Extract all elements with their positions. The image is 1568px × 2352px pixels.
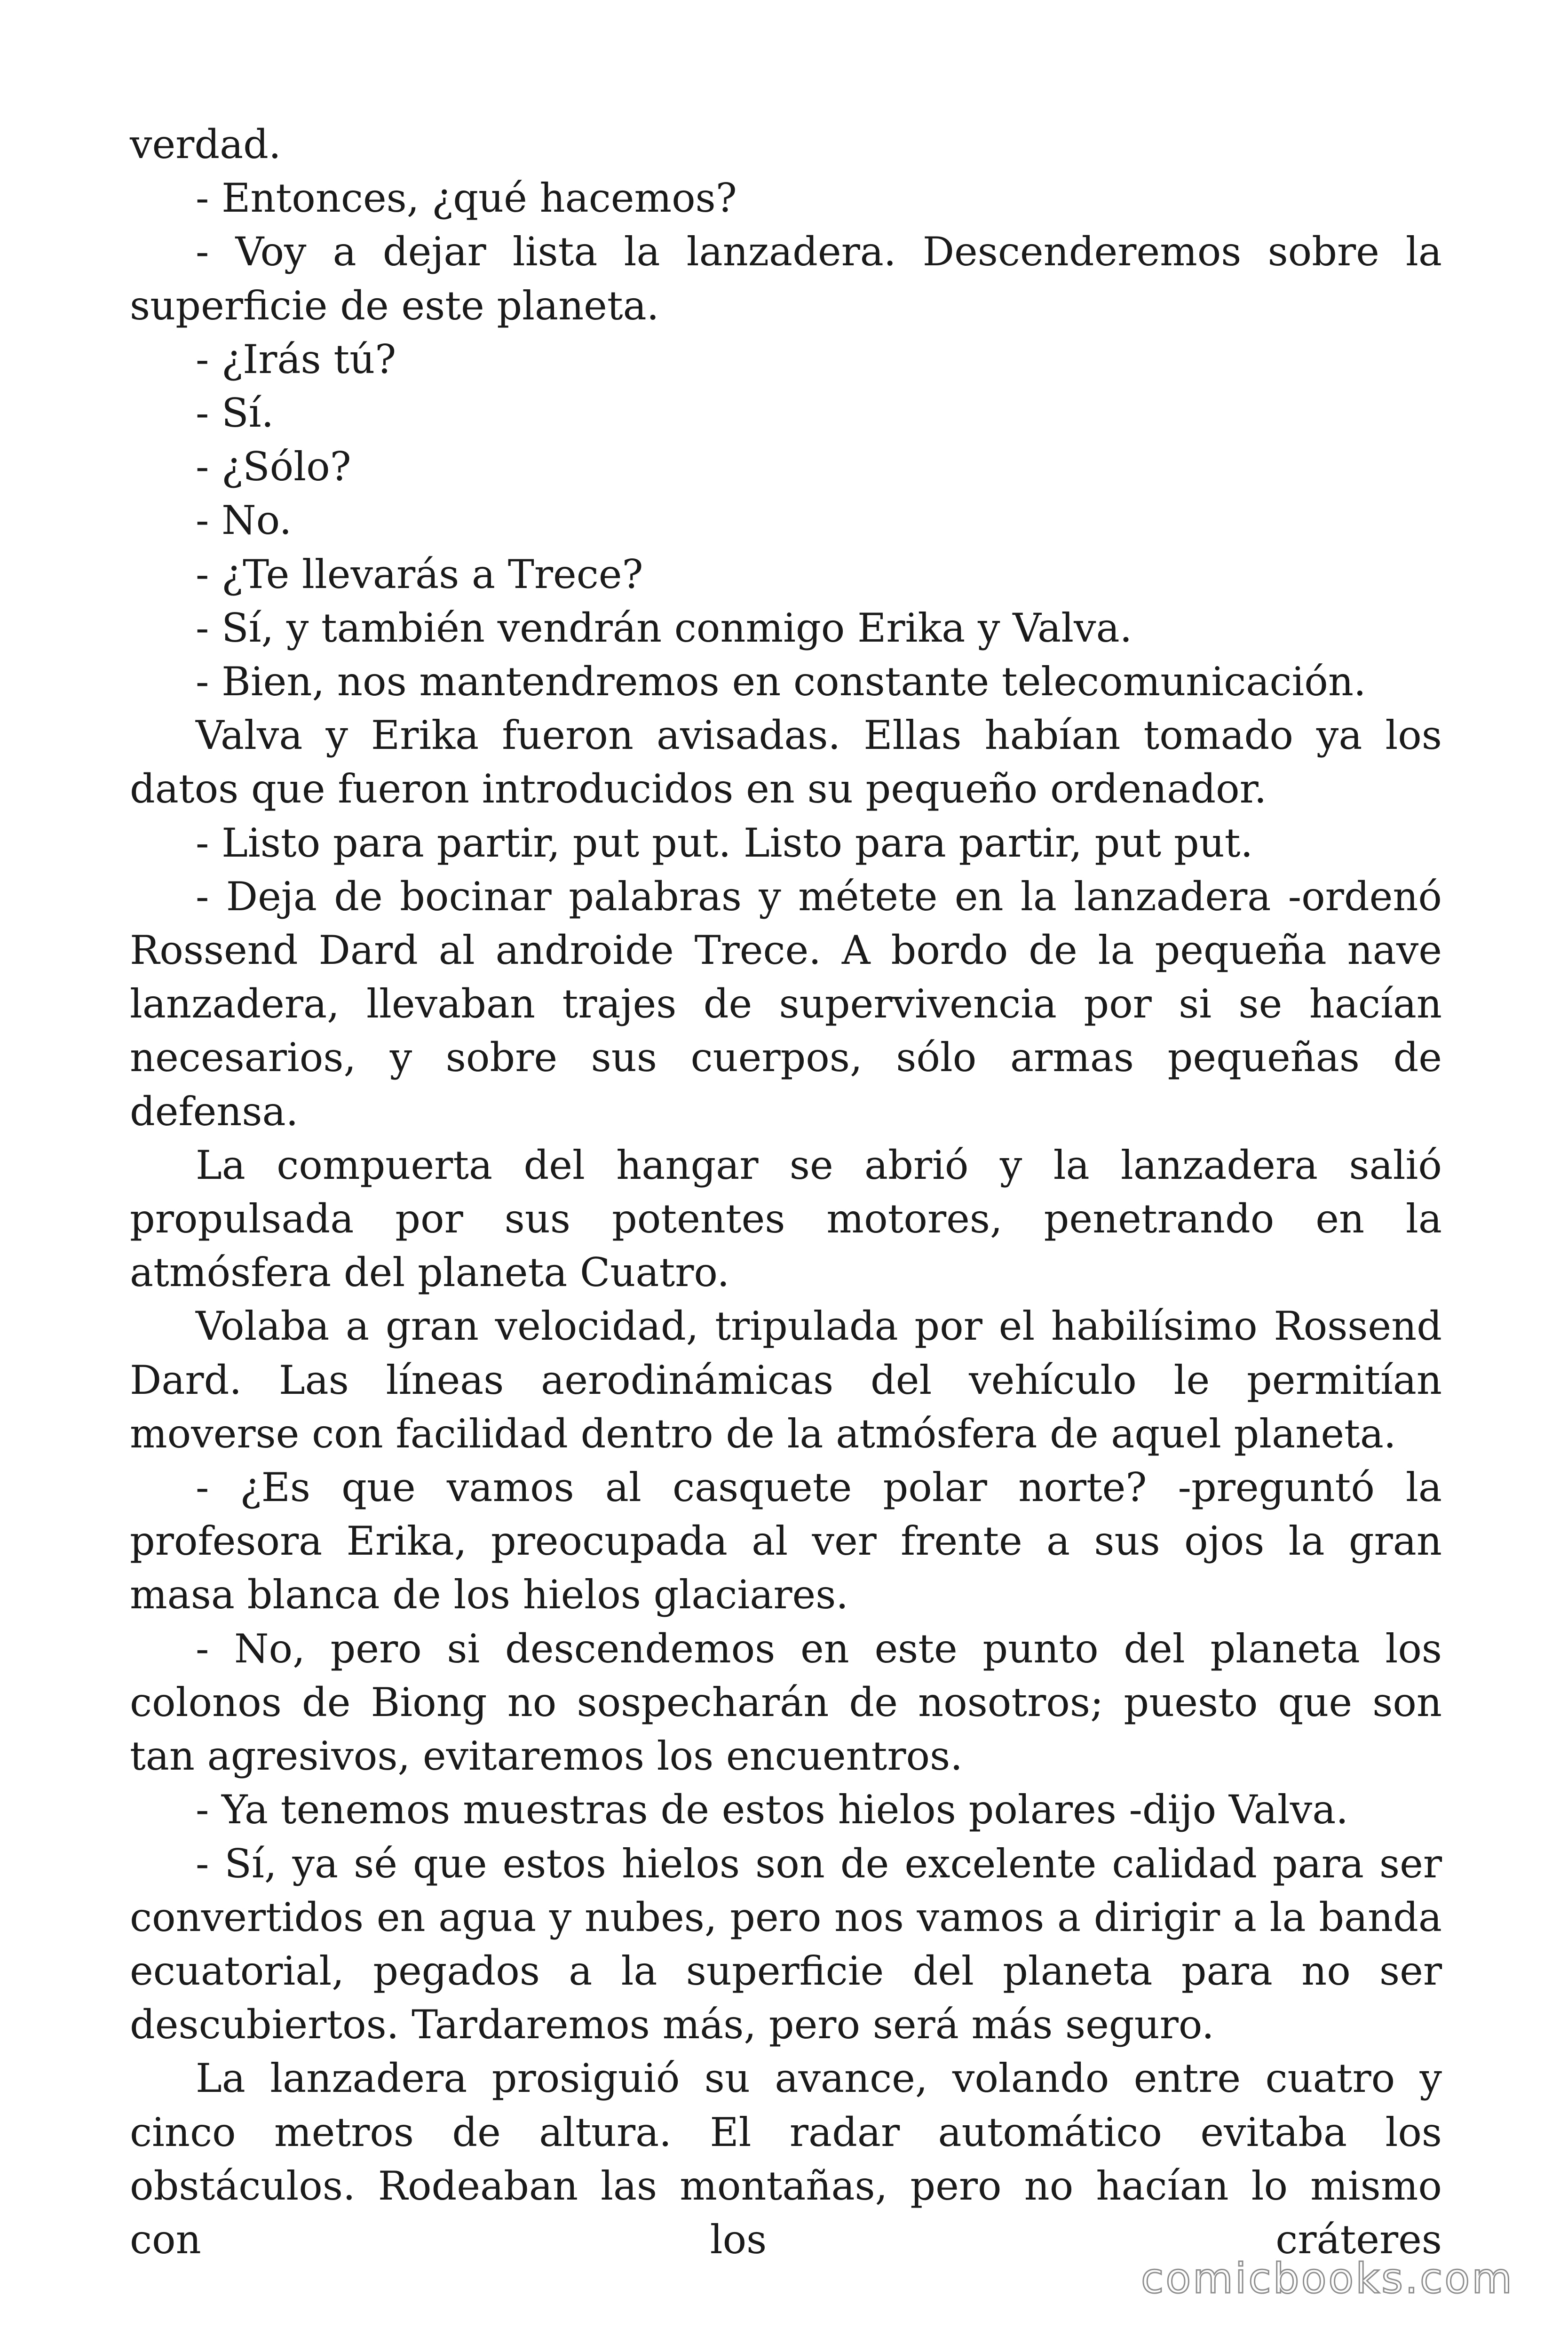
paragraph: - ¿Irás tú? [196, 336, 396, 382]
paragraph: verdad. [130, 121, 281, 167]
paragraph: - Sí, y también vendrán conmigo Erika y Valva. [196, 604, 1132, 651]
paragraph: - Voy a dejar lista la lanzadera. Descenderemos sobre la superficie de este planeta. [130, 229, 1442, 329]
paragraph: - Sí. [196, 390, 274, 437]
paragraph: - ¿Sólo? [196, 444, 351, 490]
paragraph: - No. [196, 497, 292, 544]
page-text-body [130, 118, 1442, 2266]
paragraph: - Entonces, ¿qué hacemos? [196, 175, 737, 222]
paragraph: - Deja de bocinar palabras y métete en la lanzadera -ordenó Rossend Dard al androide Trece. A bordo de la pequeña nave lanzadera, llevaban trajes de supervivencia por si se hacían necesarios, y sobre sus cuerpos, sólo armas pequeñas de defensa. [130, 873, 1442, 1135]
paragraph: - No, pero si descendemos en este punto del planeta los colonos de Biong no sospecharán de nosotros; puesto que son tan agresivos, evitaremos los encuentros. [130, 1625, 1442, 1780]
paragraph: La compuerta del hangar se abrió y la lanzadera salió propulsada por sus potentes motores, penetrando en la atmósfera del planeta Cuatro. [130, 1142, 1442, 1296]
paragraph: - Listo para partir, put put. Listo para partir, put put. [196, 819, 1253, 866]
watermark-logo: comicbooks.com [1140, 2254, 1514, 2303]
paragraph: - Sí, ya sé que estos hielos son de excelente calidad para ser convertidos en agua y nubes, pero nos vamos a dirigir a la banda ecuatorial, pegados a la superficie del planeta para no ser descubiertos. Tardaremos más, pero será más seguro. [130, 1840, 1442, 2048]
paragraph: La lanzadera prosiguió su avance, volando entre cuatro y cinco metros de altura. El radar automático evitaba los obstáculos. Rodeaban las montañas, pero no hacían lo mismo con los cráteres [130, 2055, 1442, 2263]
paragraph: - ¿Es que vamos al casquete polar norte? -preguntó la profesora Erika, preocupada al ver frente a sus ojos la gran masa blanca de los hielos glaciares. [130, 1464, 1442, 1618]
paragraph: - ¿Te llevarás a Trece? [196, 551, 643, 597]
paragraph: - Bien, nos mantendremos en constante telecomunicación. [196, 659, 1366, 705]
paragraph: Volaba a gran velocidad, tripulada por el habilísimo Rossend Dard. Las líneas aerodinámicas del vehículo le permitían moverse con facilidad dentro de la atmósfera de aquel planeta. [130, 1303, 1442, 1457]
paragraph: Valva y Erika fueron avisadas. Ellas habían tomado ya los datos que fueron introducidos en su pequeño ordenador. [130, 712, 1442, 812]
paragraph: - Ya tenemos muestras de estos hielos polares -dijo Valva. [196, 1787, 1348, 1833]
